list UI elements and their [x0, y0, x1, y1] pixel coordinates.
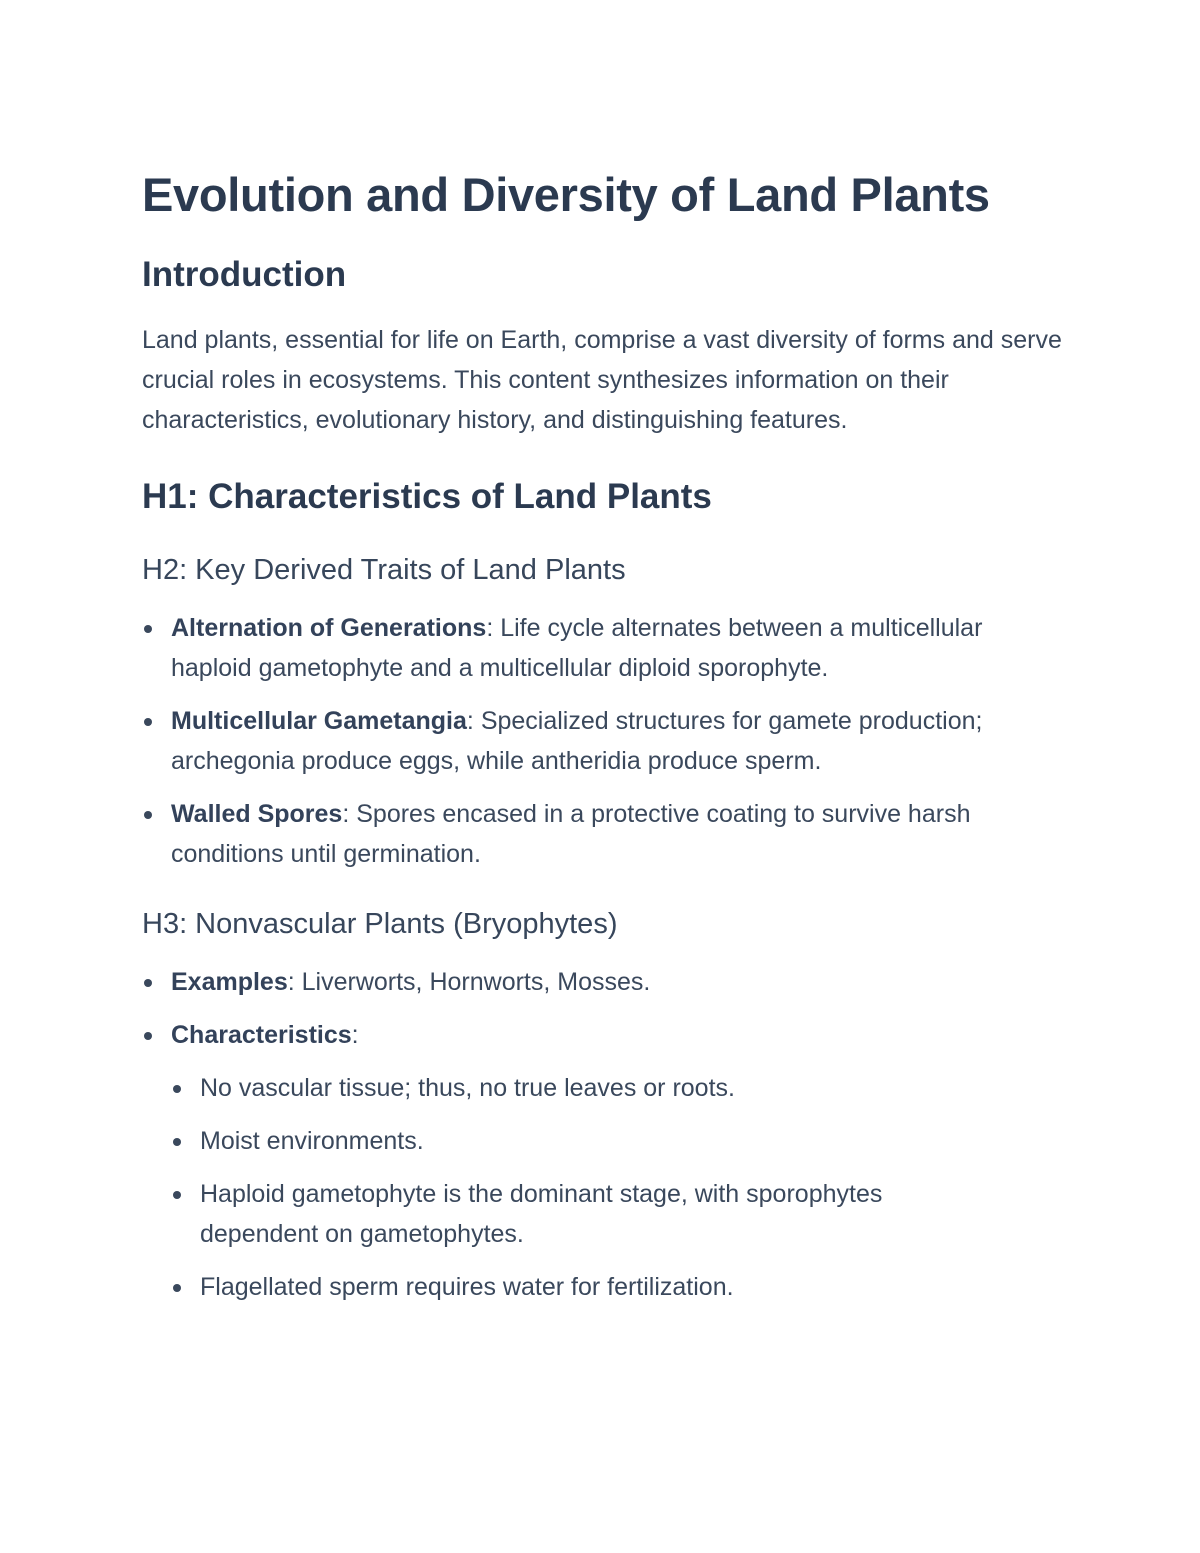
introduction-heading: Introduction [142, 255, 347, 294]
list-item [142, 1015, 1056, 1307]
trait-description: : Life cycle alternates between a multicellular haploid gametophyte and a multicellular diploid sporophyte. [171, 614, 983, 682]
trait-description: : Spores encased in a protective coating to survive harsh conditions until germination. [171, 800, 971, 868]
characteristics-sublist [171, 1068, 1056, 1307]
list-item [142, 962, 1056, 1002]
nonvascular-list [142, 962, 1070, 1307]
document-title: Evolution and Diversity of Land Plants [142, 168, 990, 221]
trait-term: Walled Spores [171, 800, 343, 828]
list-item [142, 794, 1056, 874]
sublist-item: Moist environments. [171, 1121, 1000, 1161]
sublist-item: Flagellated sperm requires water for fertilization. [171, 1267, 1000, 1307]
list-item [142, 701, 1056, 781]
characteristics-heading: H1: Characteristics of Land Plants [142, 477, 712, 516]
trait-term: Multicellular Gametangia [171, 707, 467, 735]
trait-description: : Specialized structures for gamete production; archegonia produce eggs, while antheridia produce sperm. [171, 707, 983, 775]
examples-term: Examples [171, 968, 288, 996]
list-item [142, 608, 1056, 688]
nonvascular-heading: H3: Nonvascular Plants (Bryophytes) [142, 908, 618, 940]
trait-term: Alternation of Generations [171, 614, 487, 642]
sublist-item: Haploid gametophyte is the dominant stage, with sporophytes dependent on gametophytes. [171, 1174, 1000, 1254]
key-traits-heading: H2: Key Derived Traits of Land Plants [142, 554, 626, 586]
characteristics-term: Characteristics [171, 1021, 352, 1049]
examples-text: : Liverworts, Hornworts, Mosses. [287, 968, 651, 996]
key-traits-list [142, 608, 1070, 874]
sublist-item: No vascular tissue; thus, no true leaves or roots. [171, 1068, 1000, 1108]
introduction-paragraph: Land plants, essential for life on Earth, comprise a vast diversity of forms and serve crucial roles in ecosystems. This content synthesizes information on their characteristics, evolutionary history, and distinguishing features. [142, 326, 1062, 434]
characteristics-colon: : [351, 1021, 359, 1049]
